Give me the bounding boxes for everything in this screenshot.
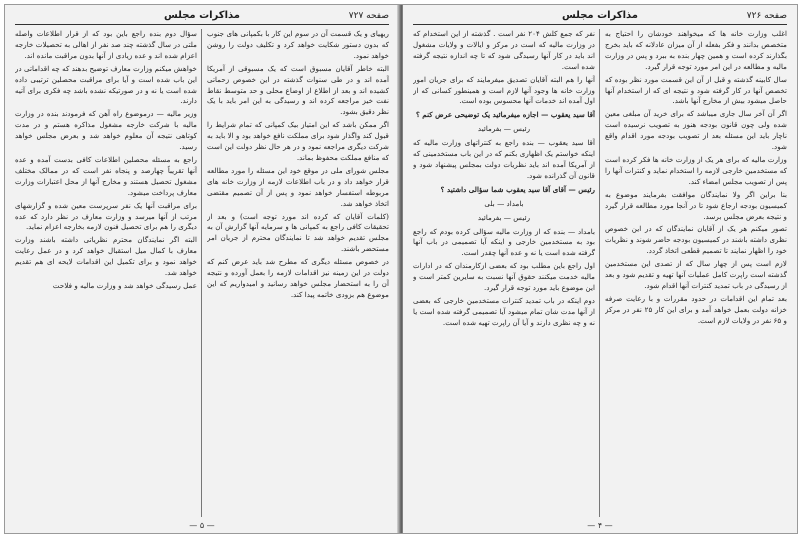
right-page-header — [413, 9, 787, 25]
speaker-line: رئیس — بفرمائید — [477, 124, 531, 134]
paragraph: اول راجع باین مطلب بود که بعضی ازکارمندان که در ادارات مالیه خدمت میکنند حقوق آنها نسبت به سایرین کمتر است و این موضوع باید مورد توجه قرار گیرد. — [413, 261, 595, 293]
left-page-number: صفحه ۷۲۷ — [348, 11, 389, 21]
right-page-title: مذاکرات مجلس — [561, 10, 638, 21]
paragraph: سال کابینه گذشته و قبل از آن این قسمت مورد نظر بوده که تخصص آنها در کار گرفته شود و نتیجه ای که از استخدام آنها حاصل میشود بیش از مخارج آنها باشد. — [605, 74, 787, 106]
right-page — [403, 5, 797, 533]
book-spread — [4, 4, 798, 534]
paragraph: البته اگر نمایندگان محترم نظریاتی داشته باشند وزارت معارف با کمال میل استقبال خواهد کرد و در عمل رعایت خواهد نمود و برای تکمیل این اقدامات لایحه ای هم تقدیم خواهد شد. — [15, 235, 197, 278]
speaker-line: آقا سید یعقوب — اجازه میفرمائید یک توضیحی عرض کنم ؟ — [415, 110, 595, 120]
paragraph: البته خاطر آقایان مسبوق است که یک مسبوقی از آمریکا آمده اند و در طی سنوات گذشته در این خصوص زحماتی کشیده اند و بعد از اطلاع از اوضاع محلی و حد متوسط نقاط نفت خیز مراجعه کرده اند و رسیدگی به این امر باید با یک نظر دقیق بشود. — [207, 63, 389, 117]
paragraph: برای مراقبت آنها یک نفر سرپرست معین شده و گزارشهای مرتب از آنها میرسد و وزارت معارف در نظر دارد که عده دیگری را هم برای تحصیل فنون لازمه بخارجه اعزام نماید. — [15, 200, 197, 232]
paragraph: آنها را هم البته آقایان تصدیق میفرمایند که برای جریان امور وزارت خانه ها وجود آنها لازم است و همینطور کسانی که از اول آمده اند خدمات آنها محسوس بوده است. — [413, 74, 595, 106]
speaker-line: رئیس — آقای آقا سید یعقوب شما سؤالی داشتید ؟ — [440, 184, 595, 194]
right-page-column-left — [413, 29, 595, 517]
right-header-rule — [413, 24, 787, 25]
paragraph: مجلس شورای ملی در موقع خود این مسئله را مورد مطالعه قرار خواهد داد و در باب اطلاعات لازمه از وزارت خانه های مربوطه استفسار خواهد نمود و پس از آن تصمیم مقتضی اتخاذ خواهد شد. — [207, 165, 389, 208]
paragraph: بنا براین اگر ولا نمایندگان موافقت بفرمایند موضوع به کمیسیون بودجه ارجاع شود تا در آنجا مورد مطالعه قرار گیرد و نتیجه بعرض مجلس برسد. — [605, 189, 787, 221]
paragraph: ریهیای و یک قسمت آن در سوم این کار با بکمپانی های جنوب که بدون دستور شکایت خواهد کرد و تکلیف دولت را روشن خواهد نمود. — [207, 29, 389, 60]
left-page-column-left — [15, 29, 197, 517]
right-column-divider — [599, 29, 600, 517]
paragraph: بعد تمام این اقدامات در حدود مقررات و با رعایت صرفه خزانه دولت بعمل خواهد آمد و برای این کار ۲۵ نفر در مرکز و ۶۵ نفر در ولایات لازم است. — [605, 293, 787, 325]
left-page-column-right — [207, 29, 389, 517]
left-page-columns — [15, 29, 389, 517]
speaker-line: بامداد — بلی — [484, 198, 524, 208]
left-page-title: مذاکرات مجلس — [163, 10, 240, 21]
right-page-columns — [413, 29, 787, 517]
paragraph: اگر آن آخر سال جاری میباشد که برای خرید آن مبلغی معین شده ولی چون قانون بودجه هنوز به تصویب نرسیده است ناچار باید این مسئله بعد از تصویب بودجه مورد اقدام واقع شود. — [605, 109, 787, 152]
paragraph: (کلمات آقایان که کرده اند مورد توجه است) و بعد از تحقیقات کافی راجع به کمپانی ها و سرمایه آنها گزارش آن به مجلس تقدیم خواهد شد تا نمایندگان محترم از جریان امر مستحضر باشند. — [207, 211, 389, 254]
paragraph: وزیر مالیه — درموضوع راه آهن که فرمودند بنده در وزارت مالیه با شرکت خارجه مشغول مذاکره هستم و در مدت کوتاهی نتیجه آن معلوم خواهد شد و بعرض مجلس خواهد رسید. — [15, 109, 197, 152]
paragraph: وزارت مالیه که برای هر یک از وزارت خانه ها فکر کرده است که مستخدمین خارجی لازمه را استخدام نماید و کنترات آنها را پس از تصویب مجلس امضاء کند. — [605, 154, 787, 186]
left-page-header — [15, 9, 389, 25]
speaker-line: رئیس — بفرمائید — [477, 212, 531, 222]
right-page-column-right — [605, 29, 787, 517]
left-page-footer: — ۵ — — [189, 521, 215, 530]
paragraph: در خصوص مسئله دیگری که مطرح شد باید عرض کنم که دولت در این زمینه نیز اقدامات لازمه را بعمل آورده و نتیجه آن را به استحضار مجلس خواهد رسانید و امیدواریم که این موضوع هم بزودی خاتمه پیدا کند. — [207, 257, 389, 299]
paragraph: عمل رسیدگی خواهد شد و وزارت مالیه و فلاحت — [52, 280, 197, 290]
paragraph: اغلب وزارت خانه ها که میخواهند خودشان را احتیاج به متخصص بدانند و فکر بفعله از آن میزان عادلانه که باید بخرج بگذارند کرده است و همین چهار بنده به ببرد و پس در وزارت مالیه و مطالعه در این امر مورد توجه قرار گیرد. — [605, 29, 787, 71]
paragraph: بامداد — بنده که از وزارت مالیه سؤالی کرده بودم که راجع بود به مستخدمین خارجی و اینکه آیا تصمیمی در باب آنها گرفته شده است یا نه و عده آنها چقدر است. — [413, 226, 595, 258]
right-page-footer: — ۴ — — [587, 521, 613, 530]
paragraph: آقا سید یعقوب — بنده راجع به کنتراتهای وزارت مالیه که اینکه خواستم یک اظهاری بکنم که در این باب مستخدمینی که از آمریکا آمده اند باید نظریات دولت بمجلس پیشنهاد شود و قانون آن گذرانده شود. — [413, 138, 595, 180]
left-page — [5, 5, 399, 533]
left-header-rule — [15, 24, 389, 25]
paragraph: لازم است پس از چهار سال که از تصدی این مستخدمین گذشته است راپرت کامل عملیات آنها تهیه و تقدیم شود و بعد از رسیدگی در باب تمدید کنترات آنها اقدام شود. — [605, 259, 787, 290]
paragraph: تصور میکنم هر یک از آقایان نمایندگان که در این خصوص نظری داشته باشند در کمیسیون بودجه حاضر شوند و نظریات خود را اظهار نمایند تا تصمیم قطعی اتخاذ گردد. — [605, 224, 787, 256]
right-page-number: صفحه ۷۲۶ — [746, 11, 787, 21]
paragraph: دوم اینکه در باب تمدید کنترات مستخدمین خارجی که بعضی از آنها مدت شان تمام میشود آیا تصمیمی گرفته شده است یا نه و چه نظری دارند و آیا آن راپرت تهیه شده است. — [413, 295, 595, 327]
paragraph: اگر ممکن باشد که این امتیاز بیک کمپانی که تمام شرایط را قبول کند واگذار شود برای مملکت نافع خواهد بود و الا باید به شرکت دیگری مراجعه نمود و در هر حال نظر دولت این است که منافع مملکت محفوظ بماند. — [207, 120, 389, 162]
left-column-divider — [201, 29, 202, 517]
paragraph: راجع به مسئله محصلین اطلاعات کافی بدست آمده و عده آنها تقریباً چهارصد و پنجاه نفر است که در ممالک مختلف مشغول تحصیل هستند و مخارج آنها از محل اعتبارات وزارت معارف پرداخت میشود. — [15, 154, 197, 197]
paragraph: خواهش میکنم وزارت معارف توضیح بدهند که چه اقداماتی در این باب شده است و آیا برای مراقبت محصلین ترتیبی داده شده است یا نه و در صورتیکه نشده باشد چه فکری برای آتیه دارند. — [15, 63, 197, 106]
paragraph: نفر که جمع کلش ۲۰۴ نفر است . گذشته از این استخدام که در وزارت مالیه که است در مرکز و ایالات و ولایات مشغول اند باید در کار آنها رسیدگی شود که تا چه اندازه نتیجه گرفته شده است. — [413, 29, 595, 71]
paragraph: سؤال دوم بنده راجع باین بود که از قرار اطلاعات واصله ملتی در سال گذشته چند صد نفر از اهالی به تحصیلات خارجه اعزام شده اند و عده زیادی از آنها بدون مراقبت مانده اند. — [15, 29, 197, 60]
